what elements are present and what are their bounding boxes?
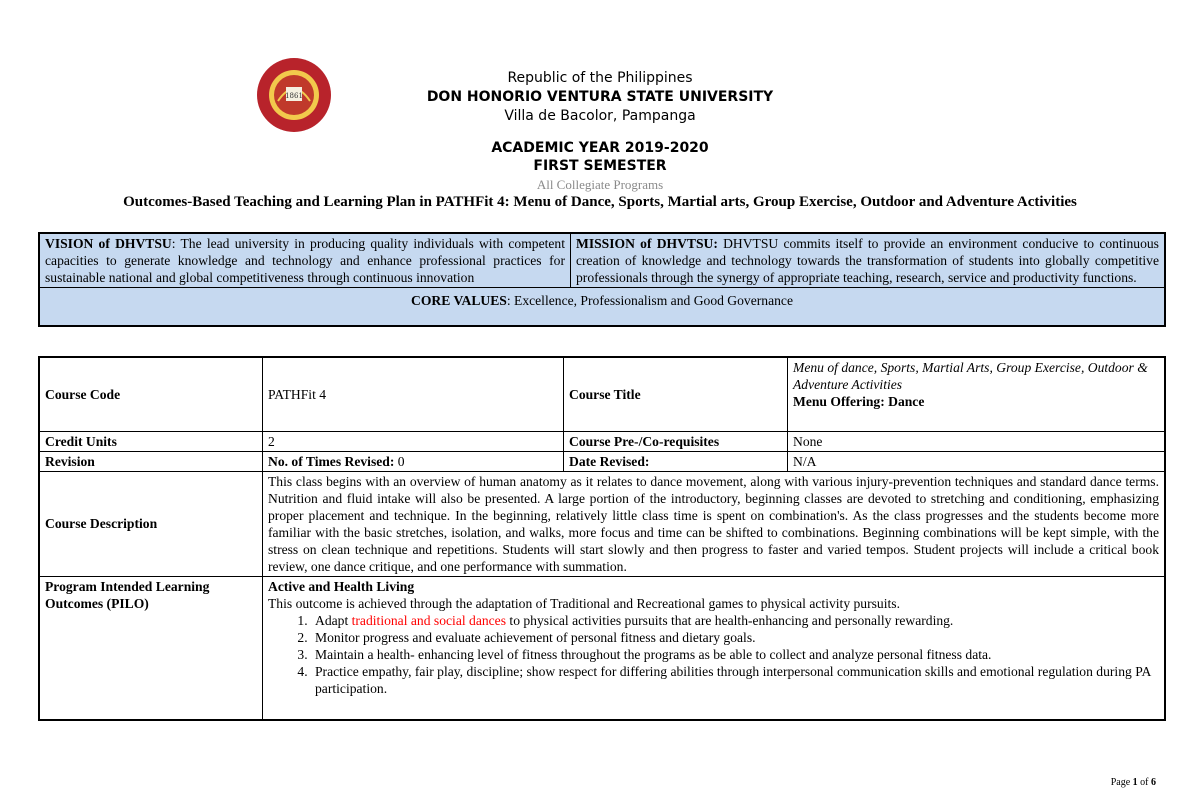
course-info-table — [38, 356, 1166, 721]
mission-cell — [571, 233, 1166, 288]
programs-subtitle: All Collegiate Programs — [536, 177, 664, 192]
prerequisites-value: None — [788, 431, 1166, 451]
date-revised-value: N/A — [788, 451, 1166, 471]
vision-text: : The lead university in producing quality individuals with competent capacities to generate knowledge and technology and enhance professional practices for sustainable national and global competitiveness through continuous innovation — [45, 236, 565, 285]
credit-units-value: 2 — [263, 431, 564, 451]
academic-year: ACADEMIC YEAR 2019-2020 — [491, 140, 709, 156]
menu-offering: Menu Offering: Dance — [793, 394, 925, 409]
pilo-item: 3. Maintain a health- enhancing level of fitness throughout the programs as be able to collect and analyze personal fitness data. — [311, 646, 1159, 663]
pilo-intro: This outcome is achieved through the adaptation of Traditional and Recreational games to physical activity pursuits. — [268, 595, 900, 611]
core-values-label: CORE VALUES — [411, 293, 507, 308]
date-revised-label: Date Revised: — [564, 451, 788, 471]
course-title-value — [788, 357, 1166, 431]
times-revised-value: 0 — [394, 453, 405, 469]
pilo-item: 1. Adapt traditional and social dances to physical activities pursuits that are health-enhancing and personally rewarding. — [311, 612, 1159, 629]
republic-text: Republic of the Philippines — [507, 70, 693, 86]
seal-year: 1861 — [285, 92, 303, 100]
pilo-highlight: traditional and social dances — [351, 612, 507, 628]
revision-label: Revision — [39, 451, 263, 471]
course-description-label: Course Description — [39, 471, 263, 576]
university-name: DON HONORIO VENTURA STATE UNIVERSITY — [426, 89, 774, 105]
mission-text: DHVTSU commits itself to provide an environment conducive to continuous creation of knowledge and technology towards the transformation of students into globally competitive professionals through the synergy of appropriate teaching, research, service and productivity functions. — [576, 236, 1159, 285]
core-values-cell — [39, 288, 1165, 327]
times-revised-label: No. of Times Revised: — [268, 453, 395, 469]
course-code-label: Course Code — [39, 357, 263, 431]
core-values-text: : Excellence, Professionalism and Good Governance — [506, 293, 793, 308]
vision-label: VISION of DHVTSU — [45, 236, 172, 251]
credit-units-label: Credit Units — [39, 431, 263, 451]
page-number: Page 1 of 6 — [1110, 777, 1156, 788]
course-title-label: Course Title — [564, 357, 788, 431]
university-location: Villa de Bacolor, Pampanga — [504, 108, 696, 124]
prerequisites-label: Course Pre-/Co-requisites — [564, 431, 788, 451]
plan-title: Outcomes-Based Teaching and Learning Plan in PATHFit 4: Menu of Dance, Sports, Martial arts, Group Exercise, Outdoor and Adventure Activities — [123, 194, 1077, 210]
pilo-item: 2. Monitor progress and evaluate achievement of personal fitness and dietary goals. — [311, 629, 1159, 646]
course-code-value: PATHFit 4 — [263, 357, 564, 431]
pilo-list — [268, 612, 1159, 697]
pilo-heading: Active and Health Living — [268, 578, 415, 594]
pilo-item: 4. Practice empathy, fair play, discipline; show respect for differing abilities through interpersonal communication skills and emotional regulation during PA participation. — [311, 663, 1159, 697]
mission-label: MISSION of DHVTSU: — [576, 236, 718, 251]
course-description-text: This class begins with an overview of human anatomy as it relates to dance movement, along with various injury-prevention techniques and standard dance terms. Nutrition and fluid intake will also be presented. A large portion of the introductory, beginning classes are devoted to stretching and conditioning, emphasizing proper placement and technique. In the beginning, relatively little class time is spent on combination's. As the class progresses and the students become more familiar with the basic stretches, isolation, and walks, more focus and time can be shifted to combinations. Beginning combinations will be kept simple, with the stress on clean technique and repetitions. Students will start slowly and then progress to faster and varied tempos. Student projects will include a critical book review, one dance critique, and one performance with summation. — [263, 471, 1166, 576]
semester: FIRST SEMESTER — [533, 158, 667, 174]
times-revised-cell — [263, 451, 564, 471]
pilo-label: Program Intended Learning Outcomes (PILO) — [39, 576, 263, 720]
pilo-content — [263, 576, 1166, 720]
vision-cell — [39, 233, 571, 288]
course-title-text: Menu of dance, Sports, Martial Arts, Group Exercise, Outdoor & Adventure Activities — [793, 360, 1148, 392]
vision-mission-table — [38, 232, 1166, 327]
